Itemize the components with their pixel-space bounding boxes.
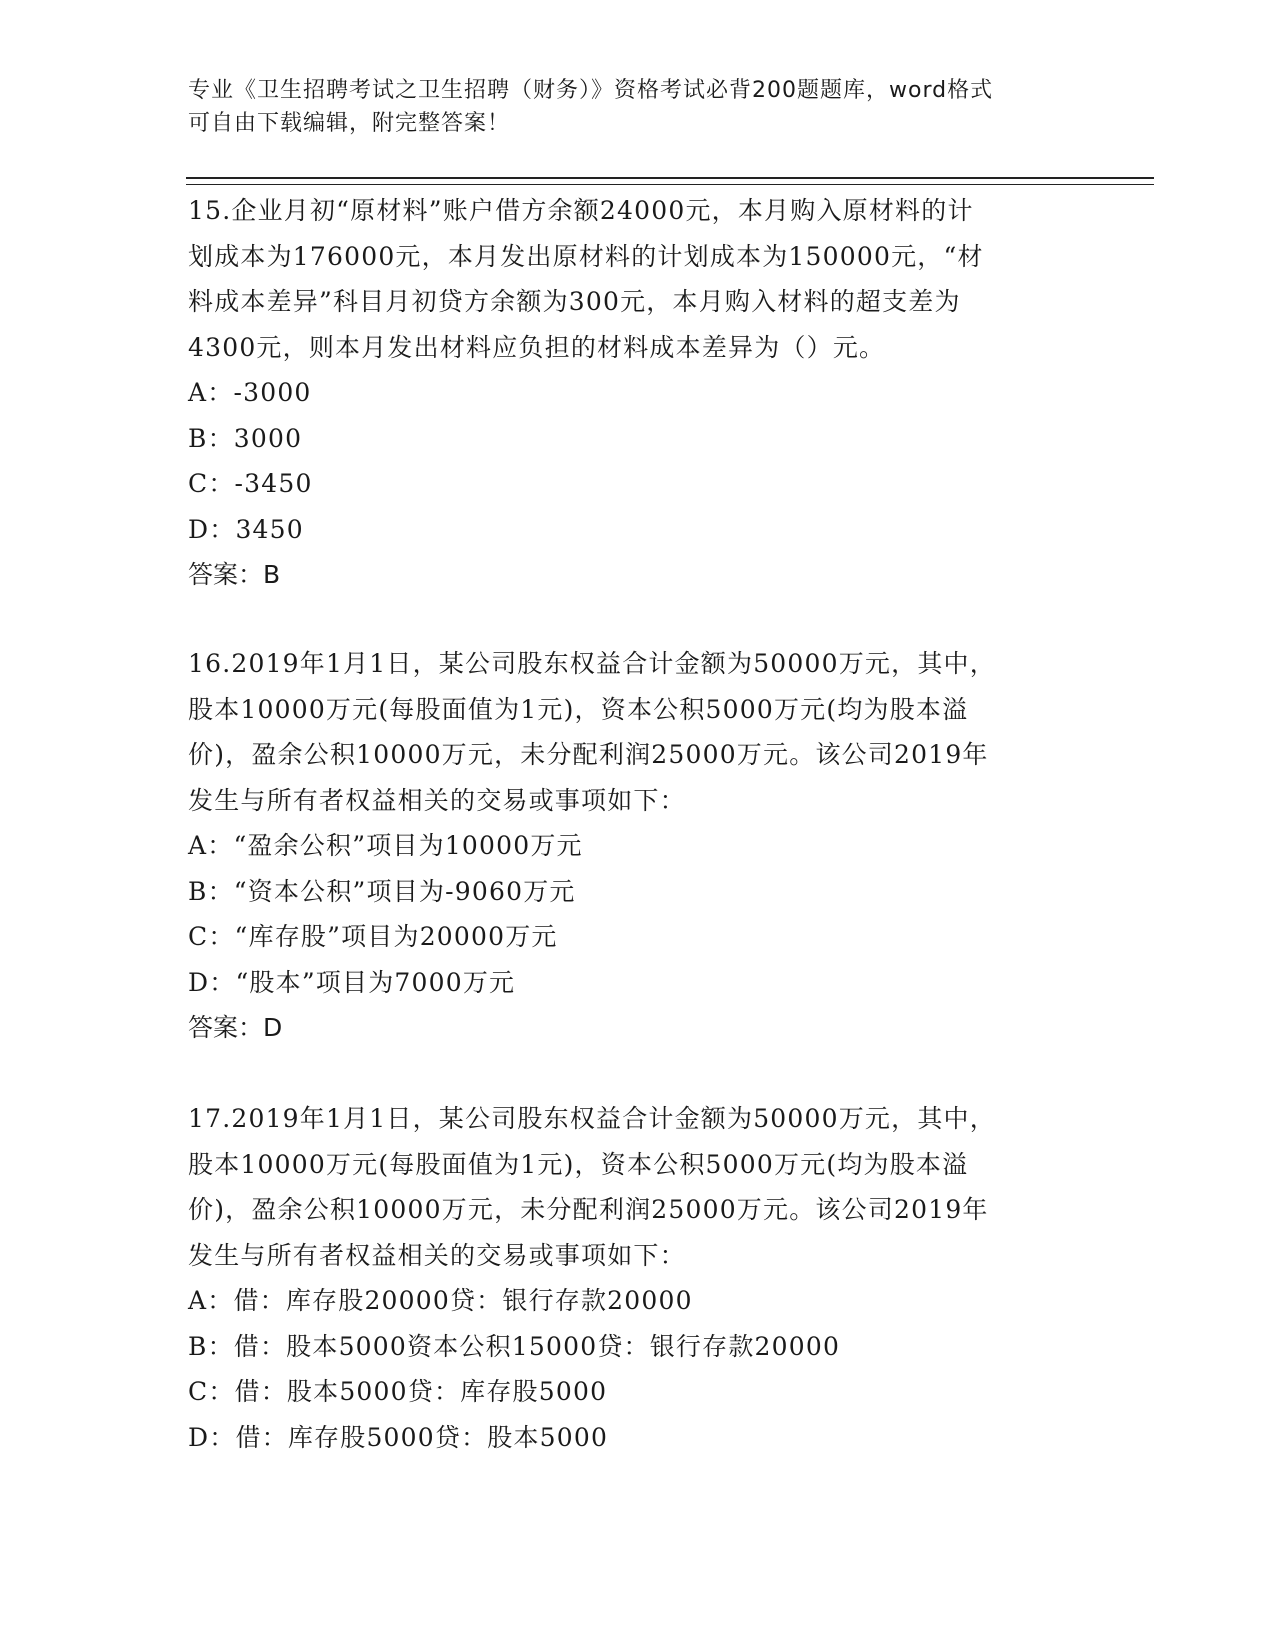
option-b: B：3000 bbox=[188, 423, 303, 453]
question-16 bbox=[188, 641, 1088, 1051]
header-title-line-1: 专业《卫生招聘考试之卫生招聘（财务）》资格考试必背200题题库，word格式 bbox=[188, 78, 994, 103]
option-c: C：“库存股”项目为20000万元 bbox=[188, 922, 558, 951]
question-text-line: 发生与所有者权益相关的交易或事项如下： bbox=[188, 785, 686, 815]
option-d: D：借：库存股5000贷：股本5000 bbox=[188, 1422, 609, 1452]
option-a: A：借：库存股20000贷：银行存款20000 bbox=[188, 1286, 693, 1315]
question-text-line: 划成本为176000元，本月发出原材料的计划成本为150000元，“材 bbox=[188, 241, 984, 271]
question-text-line: 价)，盈余公积10000万元，未分配利润25000万元。该公司2019年 bbox=[188, 740, 989, 769]
question-text-line: 股本10000万元(每股面值为1元)，资本公积5000万元(均为股本溢 bbox=[188, 1149, 969, 1179]
header-divider-thin bbox=[186, 184, 1154, 185]
header-title-line-2: 可自由下载编辑，附完整答案！ bbox=[188, 111, 511, 136]
option-a: A：-3000 bbox=[188, 378, 312, 407]
question-text-line: 发生与所有者权益相关的交易或事项如下： bbox=[188, 1240, 686, 1270]
option-b: B：“资本公积”项目为-9060万元 bbox=[188, 876, 576, 906]
option-d: D：3450 bbox=[188, 514, 304, 544]
answer-line: 答案：D bbox=[188, 1013, 283, 1042]
answer-line: 答案：B bbox=[188, 560, 281, 589]
option-b: B：借：股本5000资本公积15000贷：银行存款20000 bbox=[188, 1331, 841, 1361]
question-text-line: 16.2019年1月1日，某公司股东权益合计金额为50000万元，其中， bbox=[188, 649, 996, 678]
question-text-line: 4300元，则本月发出材料应负担的材料成本差异为（）元。 bbox=[188, 332, 886, 362]
document-header bbox=[188, 74, 1068, 140]
question-text-line: 料成本差异”科目月初贷方余额为300元，本月购入材料的超支差为 bbox=[188, 287, 961, 316]
question-15 bbox=[188, 188, 1088, 598]
header-divider-thick bbox=[186, 177, 1154, 179]
option-d: D：“股本”项目为7000万元 bbox=[188, 967, 516, 997]
option-c: C：-3450 bbox=[188, 469, 313, 498]
question-text-line: 17.2019年1月1日，某公司股东权益合计金额为50000万元，其中， bbox=[188, 1104, 996, 1133]
question-text-line: 15.企业月初“原材料”账户借方余额24000元，本月购入原材料的计 bbox=[188, 196, 974, 225]
option-c: C：借：股本5000贷：库存股5000 bbox=[188, 1377, 608, 1406]
option-a: A：“盈余公积”项目为10000万元 bbox=[188, 831, 583, 860]
question-text-line: 价)，盈余公积10000万元，未分配利润25000万元。该公司2019年 bbox=[188, 1195, 989, 1224]
question-17 bbox=[188, 1096, 1088, 1460]
question-text-line: 股本10000万元(每股面值为1元)，资本公积5000万元(均为股本溢 bbox=[188, 694, 969, 724]
